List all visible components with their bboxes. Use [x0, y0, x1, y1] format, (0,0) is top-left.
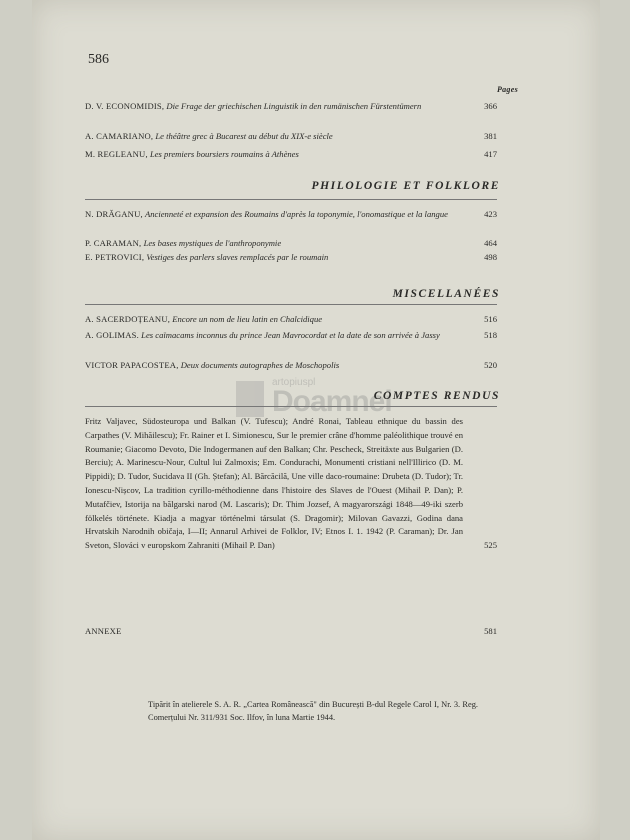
- section-rule: [85, 199, 497, 200]
- pages-column-header: Pages: [496, 85, 518, 94]
- printer-imprint: Tipărit în atelierele S. A. R. „Cartea Românească" din București B-dul Regele Carol I, Nr. 3. Reg. Comerțului Nr. 311/931 Soc. Ilfov, în luna Martie 1944.: [148, 700, 478, 722]
- toc-entry: A. CAMARIANO, Le théâtre grec à Bucarest au début du XIX-e siècle 381: [85, 131, 497, 141]
- annexe-entry: ANNEXE 581: [85, 626, 497, 636]
- comptes-rendus-block: Fritz Valjavec, Südosteuropa und Balkan (V. Tufescu); André Ronai, Tableau ethnique du bassin des Carpathes (V. Mihăilescu); Fr. Rainer et I. Simionescu, Sur le premier crâne d'homme paléolithique trouvé en Roumanie; Giacomo Devoto, Die Indogermanen auf den Balkan; Chr. Pescheck, Streitäxte aus Bulgarien (D. Berciu); A. Marinescu-Nour, Cultul lui Zalmoxis; Em. Condurachi, Monumenti cristiani nell'Illirico (D. M. Pippidi); D. Tudor, Sucidava II (Gh. Ștefan); Al. Bărcăcilă, Une ville daco-roumaine: Drubeta (D. Tudor); Tr. Ionescu-Nișcov, La tradition cyrillo-méthodienne dans l'histoire des Slaves de l'Ouest (Mihail P. Dan); P. Mutafčiev, Istorija na bălgarski narod (M. Lascaris); Dr. Thim Jozsef, A magyarországi 1848—49-iki szerb fölkelés története. Kiadja a magyar történelmi társulat (S. Dragomir); Milovan Gavazzi, Godina dana Hrvatskih Narodnih običaja, I—II; Annarul Arhivei de Folklor, IV; Etnos I. 1. 1942 (P. Caraman); Dr. Jan Sveton, Slováci v europskom Zahraniti (Mihail P. Dan) 525: [85, 416, 497, 551]
- section-rule: [85, 406, 497, 407]
- page-number: 586: [88, 52, 109, 67]
- toc-entry: P. CARAMAN, Les bases mystiques de l'anthroponymie 464: [85, 238, 497, 248]
- watermark-square-icon: [236, 381, 264, 417]
- toc-entry: N. DRĂGANU, Ancienneté et expansion des Roumains d'après la toponymie, l'onomastique et la langue 423: [85, 209, 497, 219]
- toc-entry: E. PETROVICI, Vestiges des parlers slaves remplacés par le roumain 498: [85, 252, 497, 262]
- section-heading-comptes-rendus: COMPTES RENDUS: [373, 390, 500, 402]
- toc-entry: D. V. ECONOMIDIS, Die Frage der griechischen Linguistik in den rumänischen Fürstentümern 366: [85, 101, 497, 111]
- toc-entry: VICTOR PAPACOSTEA, Deux documents autographes de Moschopolis 520: [85, 360, 497, 370]
- watermark-logo: artopiuspl Doamnei: [236, 377, 406, 423]
- toc-entry: A. SACERDOȚEANU, Encore un nom de lieu latin en Chalcidique 516: [85, 314, 497, 324]
- toc-entry: A. GOLIMAS. Les caïmacams inconnus du prince Jean Mavrocordat et la date de son arrivée à Jassy 518: [85, 330, 497, 340]
- toc-entry: M. REGLEANU, Les premiers boursiers roumains à Athènes 417: [85, 149, 497, 159]
- section-heading-miscellanees: MISCELLANÉES: [392, 288, 500, 300]
- section-heading-philologie: PHILOLOGIE ET FOLKLORE: [311, 180, 500, 192]
- section-rule: [85, 304, 497, 305]
